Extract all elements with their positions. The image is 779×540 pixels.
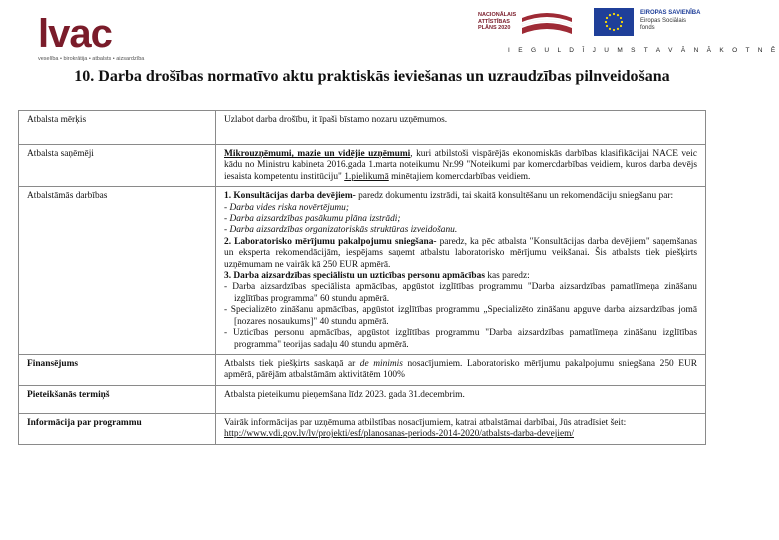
logo-tagline: veselība • birokrātija • atbalsts • aizsardzība	[38, 56, 145, 62]
row-label: Atbalsta saņēmēji	[19, 145, 216, 187]
eu-text: EIROPAS SAVIENĪBA Eiropas Sociālais fonds	[640, 10, 701, 31]
row-label: Atbalsta mērķis	[19, 111, 216, 145]
table-row	[19, 385, 706, 413]
table-row	[19, 145, 706, 187]
national-plan-logo	[478, 8, 578, 42]
table-row	[19, 187, 706, 355]
program-info-link[interactable]: http://www.vdi.gov.lv/lv/projekti/esf/planosanas-periods-2014-2020/atbalsts-darba-devejiem/	[224, 429, 575, 440]
row-label: Pieteikšanās termiņš	[19, 385, 216, 413]
row-content: Uzlabot darba drošību, it īpaši bīstamo nozaru uzņēmumos.	[216, 111, 706, 145]
latvian-flag-icon	[520, 10, 574, 40]
program-info-table	[18, 110, 706, 445]
lvac-logo	[38, 14, 148, 64]
row-label: Atbalstāmās darbības	[19, 187, 216, 355]
row-content: Vairāk informācijas par uzņēmuma atbilstības nosacījumiem, katrai atbalstāmai darbībai, Jūs atradīsiet šeit: http://www.vdi.gov.lv/lv/projekti/esf/planosanas-periods-2014-2020/atbalsts-darba-devejiem/	[216, 413, 706, 444]
table-row	[19, 413, 706, 444]
row-label: Informācija par programmu	[19, 413, 216, 444]
eu-flag-icon	[594, 8, 634, 36]
row-content: Mikrouzņēmumi, mazie un vidējie uzņēmumi, kuri atbilstoši vispārējās ekonomiskās darbības klasifikācijai NACE veic kādu no Ministru kabineta 2016.gada 1.marta noteikumu Nr.99 "Noteikumi par komercdarbības veidiem, kuros darba devējs iesaista kompetentu institūciju" 1.pielikumā minētajiem komercdarbības veidiem.	[216, 145, 706, 187]
logo-text: lvac	[38, 12, 112, 56]
row-content: Atbalsta pieteikumu pieņemšana līdz 2023. gada 31.decembrim.	[216, 385, 706, 413]
slogan: I E G U L D Ī J U M S T A V Ā N Ā K O T N Ē	[508, 47, 779, 54]
table-row	[19, 111, 706, 145]
table-row	[19, 354, 706, 385]
row-content: 1. Konsultācijas darba devējiem- paredz dokumentu izstrādi, tai skaitā konsultēšanu un rekomendāciju sniegšanu par: - Darba vides riska novērtējumu; - Darba aizsardzības pasākumu plāna izstrādi; - Darba aizsardzības organizatoriskās struktūras izveidošanu. 2. Laboratorisko mērījumu pakalpojumu sniegšana- paredz, ka pēc atbalsta "Konsultācijas darba devējiem" saņemšanas un eksperta rekomendācijām, iespējams saņemt atbalstu laboratorisko mērījumu veikšanai. Šis atbalsts tiek piešķirts uzņēmumam ne vairāk kā 250 EUR apmērā. 3. Darba aizsardzības speciālistu un uzticības personu apmācības kas paredz: - Darba aizsardzības speciālista apmācības, apgūstot izglītības programmu "Darba aizsardzības pamatlīmeņa zināšanu izglītības programma" 60 stundu apmērā. - Specializēto zināšanu apmācības, apgūstot izglītības programmu „Specializēto zināšanu apguve darba aizsardzības jomā [nozares nosaukums]" 40 stundu apmērā. - Uzticības personu apmācības, apgūstot izglītības programmu "Darba aizsardzības pamatlīmeņa zināšanu izglītības programma" teorijas sadaļu 40 stundu apmērā.	[216, 187, 706, 355]
annex-link[interactable]: 1.pielikumā	[344, 171, 389, 182]
page-title: 10. Darba drošības normatīvo aktu praktiskās ieviešanas un uzraudzības pilnveidošana	[74, 68, 670, 85]
row-label: Finansējums	[19, 354, 216, 385]
national-plan-text: NACIONĀLAIS ATTĪSTĪBAS PLĀNS 2020	[478, 12, 517, 31]
row-content: Atbalsts tiek piešķirts saskaņā ar de minimis nosacījumiem. Laboratorisko mērījumu pakalpojumu sniegšana 250 EUR apmērā, pārējām atbalstāmām aktivitātēm 100%	[216, 354, 706, 385]
